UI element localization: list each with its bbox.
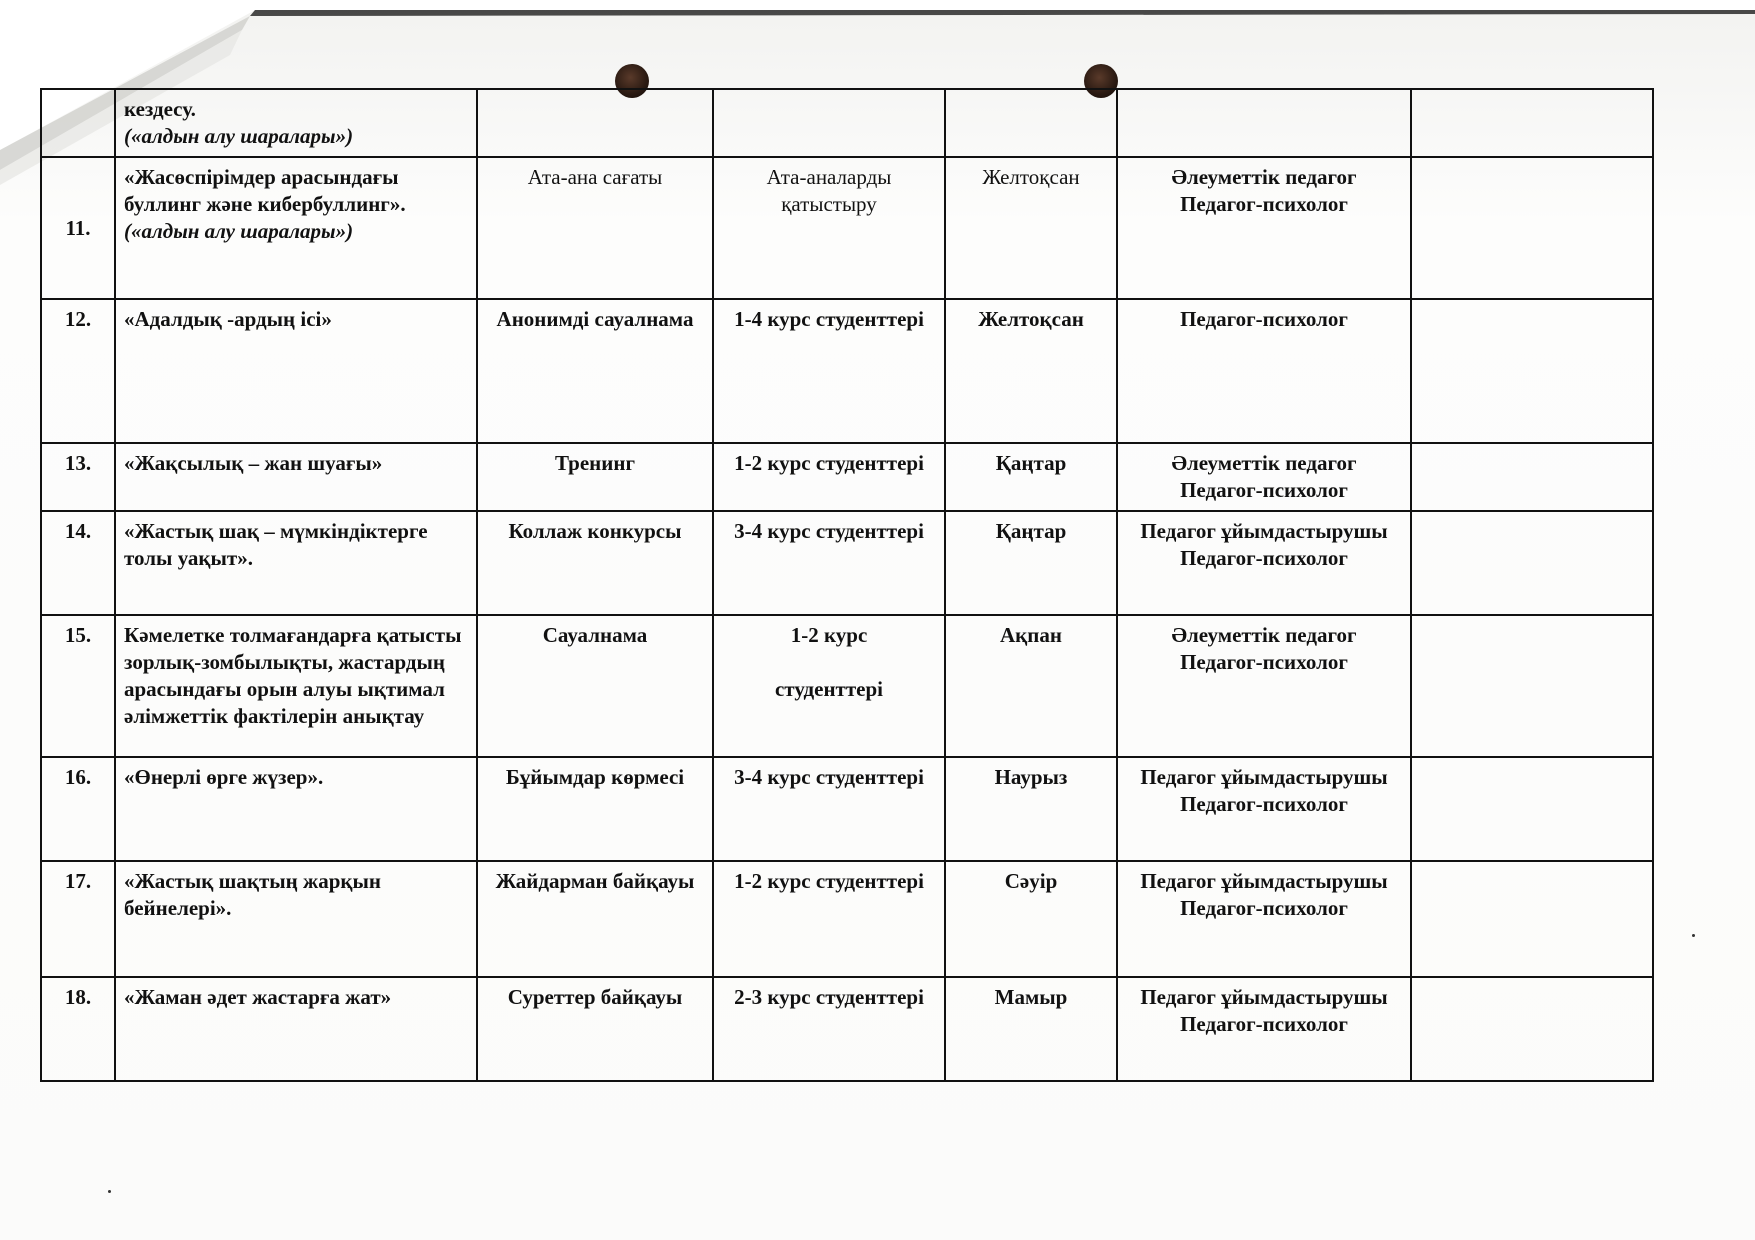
row-number-cell [41,615,115,757]
responsible-person: Педагог ұйымдастырушы [1140,519,1388,543]
audience-spacer [722,649,936,676]
form-cell [477,977,713,1081]
row-number-cell [41,977,115,1081]
month-cell [945,299,1117,443]
row-number: 12. [64,307,92,331]
event-audience: 3-4 курс студенттері [734,765,924,789]
notes-cell [1411,861,1653,977]
event-title-cell [115,89,477,157]
row-number-cell [41,757,115,861]
partial-note: («алдын алу шаралары») [124,124,354,148]
table-row [41,299,1653,443]
event-title: «Жаман әдет жастарға жат» [124,985,392,1009]
responsible-person: Педагог-психолог [1180,478,1348,502]
event-title: «Адалдық -ардың ісі» [124,307,332,331]
ink-speck [108,1190,111,1193]
form-cell [477,861,713,977]
table-row [41,157,1653,299]
row-number-cell [41,89,115,157]
event-title-cell [115,615,477,757]
event-title-cell [115,511,477,615]
event-title-cell [115,977,477,1081]
responsible-cell [1117,89,1411,157]
audience-cell [713,157,945,299]
audience-cell [713,443,945,511]
event-month: Қаңтар [995,519,1067,543]
notes-cell [1411,89,1653,157]
form-cell [477,615,713,757]
event-form: Сауалнама [542,623,648,647]
row-number-cell [41,157,115,299]
event-title-cell [115,757,477,861]
month-cell [945,977,1117,1081]
event-form: Жайдарман байқауы [495,869,695,893]
audience-cell [713,757,945,861]
events-table [40,88,1654,1082]
form-cell [477,89,713,157]
row-number-cell [41,299,115,443]
notes-cell [1411,615,1653,757]
event-month: Ақпан [1000,623,1062,647]
audience-cell [713,299,945,443]
responsible-cell [1117,615,1411,757]
row-number: 16. [64,765,92,789]
notes-cell [1411,299,1653,443]
row-number: 18. [64,985,92,1009]
table-row [41,615,1653,757]
responsible-cell [1117,299,1411,443]
event-title-cell [115,299,477,443]
responsible-cell [1117,861,1411,977]
event-audience: 1-2 курс [790,623,868,647]
event-title: «Жастық шақтың жарқын бейнелері». [124,869,382,920]
table-row [41,757,1653,861]
audience-cell [713,977,945,1081]
responsible-person: Педагог-психолог [1180,896,1348,920]
row-number: 17. [64,869,92,893]
responsible-cell [1117,977,1411,1081]
event-title: «Жасөспірімдер арасындағы буллинг және кибербуллинг». [124,165,406,216]
responsible-person: Педагог-психолог [1180,192,1348,216]
event-title: «Жастық шақ – мүмкіндіктерге толы уақыт». [124,519,428,570]
responsible-person: Әлеуметтік педагог [1171,623,1357,647]
event-month: Қаңтар [995,451,1067,475]
event-month: Сәуір [1004,869,1058,893]
responsible-cell [1117,757,1411,861]
event-audience: 1-2 курс студенттері [734,451,924,475]
event-title: «Өнерлі өрге жүзер». [124,765,324,789]
responsible-person: Әлеуметтік педагог [1171,451,1357,475]
event-form: Тренинг [554,451,636,475]
responsible-person: Педагог ұйымдастырушы [1140,869,1388,893]
row-number: 13. [64,451,92,475]
event-title-cell [115,443,477,511]
table-row [41,977,1653,1081]
responsible-cell [1117,443,1411,511]
table-row [41,443,1653,511]
partial-title: кездесу. [124,97,196,121]
month-cell [945,89,1117,157]
row-number: 15. [64,623,92,647]
responsible-person: Педагог-психолог [1180,792,1348,816]
event-title-cell [115,157,477,299]
event-audience: Ата-аналарды қатыстыру [766,165,892,216]
month-cell [945,157,1117,299]
month-cell [945,443,1117,511]
audience-cell [713,615,945,757]
notes-cell [1411,443,1653,511]
form-cell [477,757,713,861]
audience-cell [713,861,945,977]
form-cell [477,511,713,615]
audience-cell [713,89,945,157]
row-number-cell [41,861,115,977]
row-number: 11. [65,215,91,240]
form-cell [477,157,713,299]
event-title: «Жақсылық – жан шуағы» [124,451,383,475]
form-cell [477,299,713,443]
notes-cell [1411,977,1653,1081]
responsible-person: Педагог ұйымдастырушы [1140,985,1388,1009]
responsible-person: Педагог-психолог [1180,1012,1348,1036]
row-number: 14. [64,519,92,543]
responsible-cell [1117,157,1411,299]
responsible-person: Педагог-психолог [1180,650,1348,674]
event-audience: 2-3 курс студенттері [734,985,924,1009]
event-form: Бұйымдар көрмесі [505,765,685,789]
event-month: Желтоқсан [978,307,1084,331]
table-row-partial [41,89,1653,157]
form-cell [477,443,713,511]
event-audience: студенттері [774,677,884,701]
event-month: Наурыз [994,765,1068,789]
notes-cell [1411,757,1653,861]
responsible-person: Педагог ұйымдастырушы [1140,765,1388,789]
event-note: («алдын алу шаралары») [124,219,354,243]
table-row [41,861,1653,977]
notes-cell [1411,157,1653,299]
audience-cell [713,511,945,615]
responsible-person: Педагог-психолог [1180,546,1348,570]
event-form: Анонимді сауалнама [496,307,694,331]
responsible-person: Педагог-психолог [1180,307,1348,331]
month-cell [945,615,1117,757]
responsible-person: Әлеуметтік педагог [1171,165,1357,189]
month-cell [945,511,1117,615]
ink-speck [1692,934,1695,937]
row-number-cell [41,443,115,511]
responsible-cell [1117,511,1411,615]
table-row [41,511,1653,615]
event-audience: 1-2 курс студенттері [734,869,924,893]
month-cell [945,757,1117,861]
event-title-cell [115,861,477,977]
notes-cell [1411,511,1653,615]
event-audience: 1-4 курс студенттері [734,307,924,331]
event-month: Мамыр [994,985,1068,1009]
event-form: Коллаж конкурсы [508,519,682,543]
month-cell [945,861,1117,977]
event-title: Кәмелетке толмағандарға қатысты зорлық-зомбылықты, жастардың арасындағы орын алуы ықтимал әлімжеттік фактілерін анықтау [124,623,462,728]
event-form: Ата-ана сағаты [527,165,663,189]
event-form: Суреттер байқауы [507,985,683,1009]
row-number-cell [41,511,115,615]
event-audience: 3-4 курс студенттері [734,519,924,543]
event-month: Желтоқсан [982,165,1080,189]
